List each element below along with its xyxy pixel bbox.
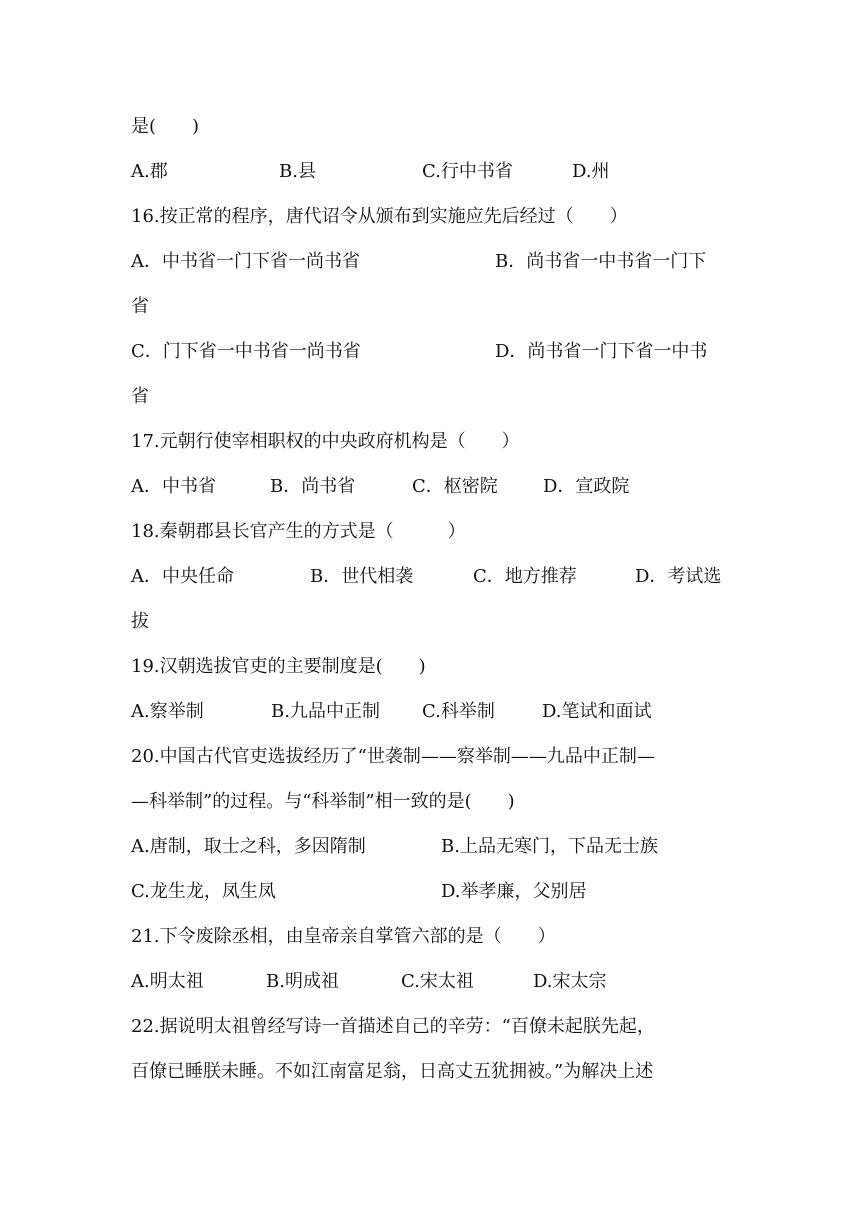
q16-option-a: A．中书省一门下省一尚书省 (131, 251, 360, 272)
q19-option-c: C.科举制 (422, 701, 495, 722)
q17-stem: 17.元朝行使宰相职权的中央政府机构是（ ） (131, 431, 520, 452)
q19-option-a: A.察举制 (131, 701, 204, 722)
q18-option-b: B．世代相袭 (310, 566, 414, 587)
q16-option-d: D．尚书省一门下省一中书 (495, 341, 708, 362)
q21-option-b: B.明成祖 (266, 971, 339, 992)
q16-option-d-wrap: 省 (131, 386, 149, 407)
q19-option-d: D.笔试和面试 (542, 701, 652, 722)
q18-option-c: C．地方推荐 (473, 566, 577, 587)
q19-option-b: B.九品中正制 (271, 701, 380, 722)
q16-options-row1 (131, 246, 731, 278)
q20-options-row2 (131, 876, 731, 908)
q20-stem-line1: 20.中国古代官吏选拔经历了“世袭制——察举制——九品中正制— (131, 746, 655, 767)
q22-stem-line1: 22.据说明太祖曾经写诗一首描述自己的辛劳：“百僚未起朕先起， (131, 1016, 655, 1037)
q18-stem: 18.秦朝郡县长官产生的方式是（ ） (131, 521, 466, 542)
q22-stem-line2: 百僚已睡朕未睡。不如江南富足翁，日高丈五犹拥被。”为解决上述 (131, 1061, 654, 1082)
q15-stem-tail (131, 111, 731, 143)
q18-option-d: D．考试选 (635, 566, 722, 587)
q16-stem: 16.按正常的程序，唐代诏令从颁布到实施应先后经过（ ） (131, 206, 628, 227)
q16-option-b: B．尚书省一中书省一门下 (495, 251, 707, 272)
q15-option-a: A.郡 (131, 161, 168, 182)
q21-option-a: A.明太祖 (131, 971, 204, 992)
q18-options (131, 561, 731, 593)
q15-option-b: B.县 (279, 161, 316, 182)
q20-option-d: D.举孝廉，父别居 (441, 881, 587, 902)
q21-option-d: D.宋太宗 (533, 971, 607, 992)
q21-options (131, 966, 731, 998)
q20-option-c: C.龙生龙，凤生凤 (131, 881, 276, 902)
q17-option-b: B．尚书省 (270, 476, 356, 497)
q20-stem-line2: —科举制”的过程。与“科举制”相一致的是( ) (131, 791, 515, 812)
q16-options-row2 (131, 336, 731, 368)
q20-option-b: B.上品无寒门，下品无士族 (441, 836, 658, 857)
q21-stem: 21.下令废除丞相，由皇帝亲自掌管六部的是（ ） (131, 926, 556, 947)
q17-option-a: A．中书省 (131, 476, 216, 497)
q20-options-row1 (131, 831, 731, 863)
q16-option-c: C．门下省一中书省一尚书省 (131, 341, 361, 362)
q15-options (131, 156, 731, 188)
q19-stem: 19.汉朝选拔官吏的主要制度是( ) (131, 656, 426, 677)
q18-option-d-wrap: 拔 (131, 611, 149, 632)
q17-option-d: D．宣政院 (543, 476, 630, 497)
q19-options (131, 696, 731, 728)
q20-option-a: A.唐制，取士之科，多因隋制 (131, 836, 366, 857)
q17-options (131, 471, 731, 503)
q15-option-d: D.州 (572, 161, 610, 182)
q17-option-c: C．枢密院 (412, 476, 498, 497)
q21-option-c: C.宋太祖 (401, 971, 474, 992)
q15-option-c: C.行中书省 (422, 161, 513, 182)
q15-stem-text: 是( ) (131, 116, 200, 137)
q16-option-b-wrap: 省 (131, 296, 149, 317)
q18-option-a: A．中央任命 (131, 566, 234, 587)
